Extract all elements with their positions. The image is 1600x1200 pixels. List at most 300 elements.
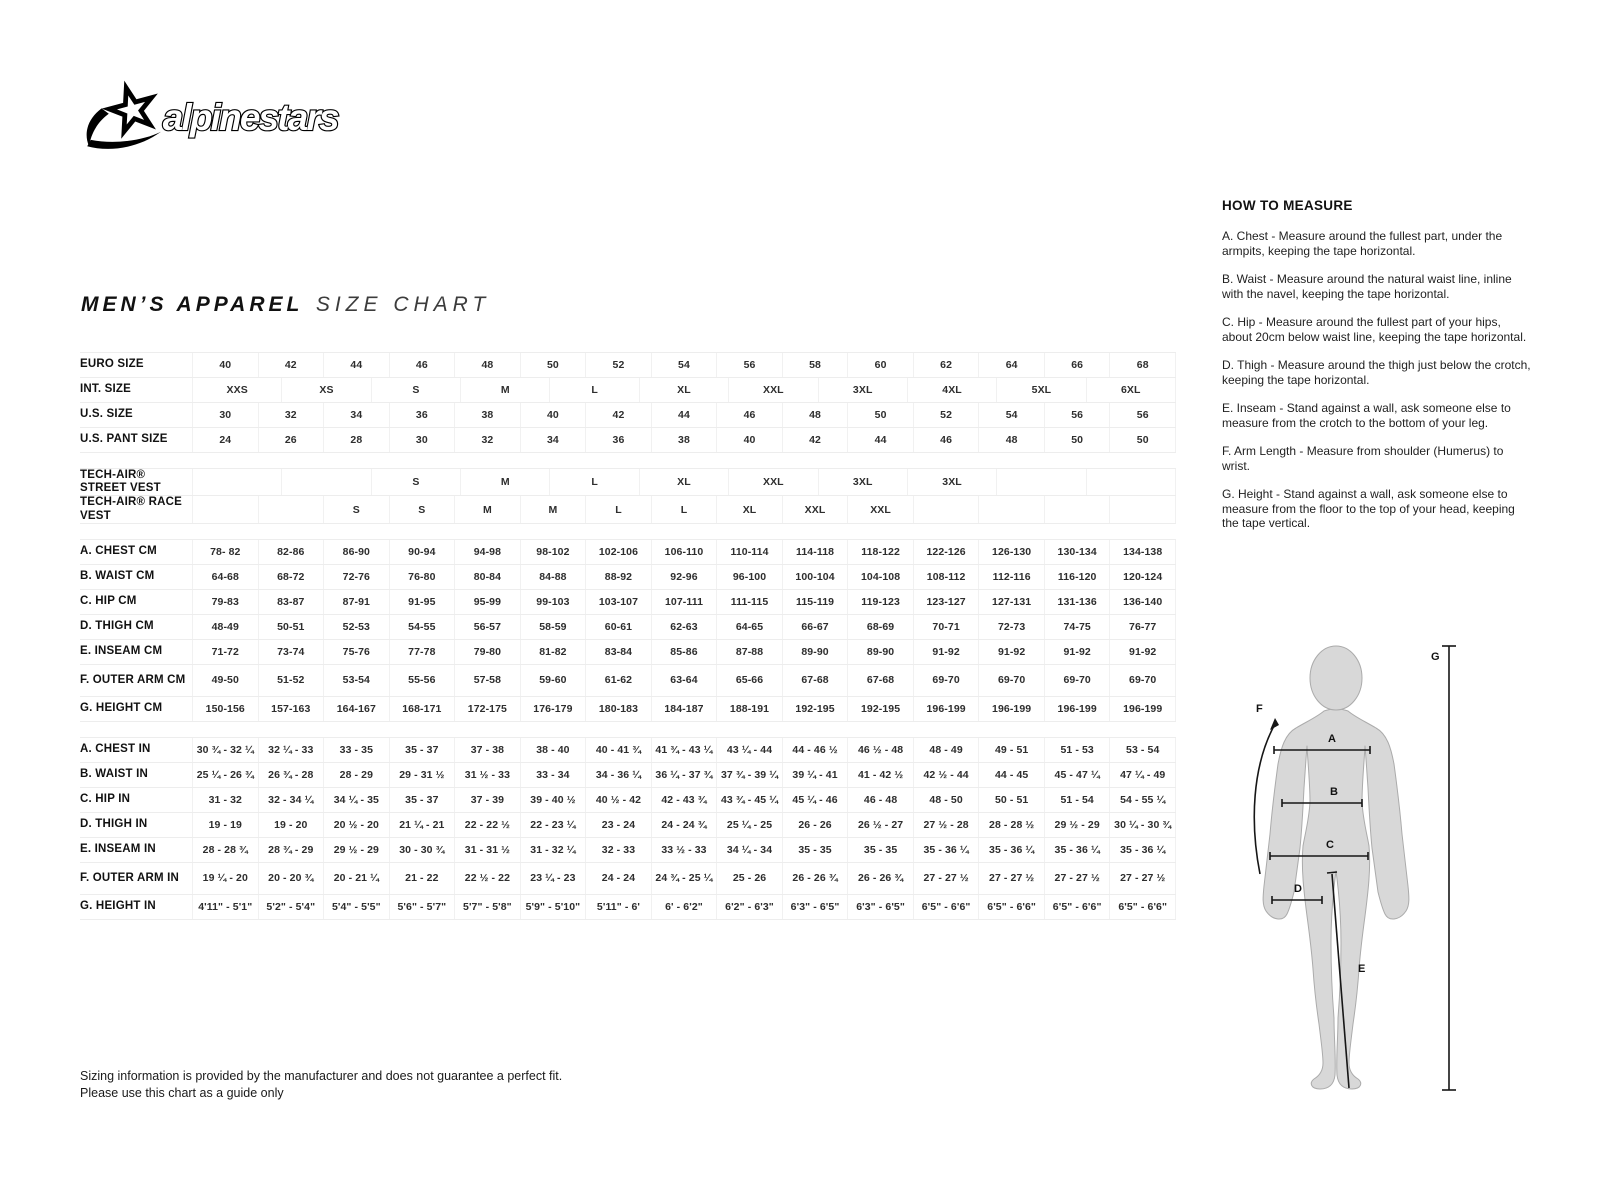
table-cell: 98-102 bbox=[520, 540, 586, 564]
table-cell: 44 bbox=[323, 353, 389, 377]
table-cell: 62-63 bbox=[651, 615, 717, 639]
table-cell: 172-175 bbox=[454, 697, 520, 721]
table-row bbox=[80, 697, 1176, 722]
table-cell bbox=[1109, 496, 1175, 522]
table-cell: 50 bbox=[1044, 428, 1110, 452]
table-cell: 28 bbox=[323, 428, 389, 452]
table-cell: 57-58 bbox=[454, 665, 520, 696]
row-label: B. WAIST CM bbox=[80, 570, 155, 583]
how-to-measure-heading: HOW TO MEASURE bbox=[1222, 198, 1353, 213]
row-label: A. CHEST CM bbox=[80, 545, 157, 558]
table-cell: 50 bbox=[847, 403, 913, 427]
table-cell: 5'7" - 5'8" bbox=[454, 895, 520, 919]
table-cell: 83-84 bbox=[585, 640, 651, 664]
table-cell: 48 bbox=[978, 428, 1044, 452]
table-cell: 134-138 bbox=[1109, 540, 1175, 564]
table-cell: 32 ¼ - 33 bbox=[258, 738, 324, 762]
table-cell: 74-75 bbox=[1044, 615, 1110, 639]
table-cell: 42 bbox=[258, 353, 324, 377]
table-cell: 96-100 bbox=[716, 565, 782, 589]
table-cell: 27 - 27 ½ bbox=[1109, 863, 1175, 894]
table-cell: 196-199 bbox=[978, 697, 1044, 721]
row-values bbox=[192, 863, 1176, 894]
table-cell: 35 - 36 ¼ bbox=[1109, 838, 1175, 862]
table-row bbox=[80, 615, 1176, 640]
table-cell: 65-66 bbox=[716, 665, 782, 696]
table-cell: 123-127 bbox=[913, 590, 979, 614]
table-cell: 35 - 37 bbox=[389, 788, 455, 812]
measure-paragraph: A. Chest - Measure around the fullest part, under the armpits, keeping the tape horizontal. bbox=[1222, 229, 1503, 258]
table-cell: 39 ¼ - 41 bbox=[782, 763, 848, 787]
table-cell: 37 - 38 bbox=[454, 738, 520, 762]
table-cell: 70-71 bbox=[913, 615, 979, 639]
table-row bbox=[80, 352, 1176, 378]
table-cell: 192-195 bbox=[782, 697, 848, 721]
table-cell: 6' - 6'2" bbox=[651, 895, 717, 919]
table-cell: 30 - 30 ¾ bbox=[389, 838, 455, 862]
table-row bbox=[80, 665, 1176, 697]
row-values bbox=[192, 838, 1176, 862]
table-cell: 20 - 21 ¼ bbox=[323, 863, 389, 894]
table-cell: 52-53 bbox=[323, 615, 389, 639]
table-row bbox=[80, 496, 1176, 523]
table-cell: 46 - 48 bbox=[847, 788, 913, 812]
table-cell: 122-126 bbox=[913, 540, 979, 564]
table-cell: 196-199 bbox=[1109, 697, 1175, 721]
row-values bbox=[192, 738, 1176, 762]
table-cell: 86-90 bbox=[323, 540, 389, 564]
row-label: E. INSEAM IN bbox=[80, 843, 156, 856]
table-cell bbox=[281, 469, 370, 495]
table-cell: 21 - 22 bbox=[389, 863, 455, 894]
table-cell: 50 bbox=[1109, 428, 1175, 452]
row-label: D. THIGH IN bbox=[80, 818, 148, 831]
table-cell: 40 bbox=[716, 428, 782, 452]
table-cell: 36 bbox=[585, 428, 651, 452]
table-cell: 39 - 40 ½ bbox=[520, 788, 586, 812]
table-cell: 69-70 bbox=[1109, 665, 1175, 696]
table-cell: XXL bbox=[782, 496, 848, 522]
row-label: B. WAIST IN bbox=[80, 768, 149, 781]
table-cell: 28 - 29 bbox=[323, 763, 389, 787]
label-thigh: D bbox=[1294, 883, 1302, 895]
disclaimer-line-1: Sizing information is provided by the manufacturer and does not guarantee a perfect fit. bbox=[80, 1069, 563, 1083]
table-cell: 95-99 bbox=[454, 590, 520, 614]
table-cell: 28 - 28 ¾ bbox=[202, 843, 248, 856]
table-cell: 5'6" - 5'7" bbox=[389, 895, 455, 919]
table-row bbox=[80, 737, 1176, 763]
table-cell: 19 ¼ - 20 bbox=[202, 872, 248, 885]
table-cell: 35 - 36 ¼ bbox=[1044, 838, 1110, 862]
table-cell: 51 - 54 bbox=[1044, 788, 1110, 812]
table-cell: 31 - 32 ¼ bbox=[520, 838, 586, 862]
table-cell: 64 bbox=[978, 353, 1044, 377]
table-cell: 31 - 31 ½ bbox=[454, 838, 520, 862]
table-cell bbox=[1086, 469, 1175, 495]
table-cell: 43 ¾ - 45 ¼ bbox=[716, 788, 782, 812]
row-label: U.S. SIZE bbox=[80, 408, 133, 421]
table-cell: 29 ½ - 29 bbox=[323, 838, 389, 862]
table-cell: 19 - 20 bbox=[258, 813, 324, 837]
alpinestars-logo bbox=[80, 64, 350, 160]
table-cell: 91-92 bbox=[978, 640, 1044, 664]
table-cell: L bbox=[651, 496, 717, 522]
row-label: C. HIP CM bbox=[80, 595, 137, 608]
row-label: INT. SIZE bbox=[80, 383, 132, 396]
table-cell: XXL bbox=[728, 378, 817, 402]
table-cell: 76-80 bbox=[389, 565, 455, 589]
table-cell: 38 bbox=[651, 428, 717, 452]
table-cell: 46 ½ - 48 bbox=[847, 738, 913, 762]
table-cell: S bbox=[389, 496, 455, 522]
table-cell: 54-55 bbox=[389, 615, 455, 639]
table-cell: 46 bbox=[913, 428, 979, 452]
table-cell: 30 ¼ - 30 ¾ bbox=[1109, 813, 1175, 837]
table-cell: 36 ¼ - 37 ¾ bbox=[651, 763, 717, 787]
table-cell: 53 - 54 bbox=[1109, 738, 1175, 762]
table-cell: 87-88 bbox=[716, 640, 782, 664]
table-cell: 67-68 bbox=[782, 665, 848, 696]
table-cell: 23 ¼ - 23 bbox=[520, 863, 586, 894]
table-cell: XXL bbox=[728, 469, 817, 495]
table-cell: 34 - 36 ¼ bbox=[585, 763, 651, 787]
label-arm-length: F bbox=[1256, 703, 1263, 715]
table-cell: 24 bbox=[219, 434, 232, 446]
table-cell: 91-92 bbox=[913, 640, 979, 664]
table-cell: 130-134 bbox=[1044, 540, 1110, 564]
table-cell: 73-74 bbox=[258, 640, 324, 664]
table-cell: 42 - 43 ¾ bbox=[651, 788, 717, 812]
table-cell: XL bbox=[639, 469, 728, 495]
table-cell: 33 - 34 bbox=[520, 763, 586, 787]
table-cell: 37 ¾ - 39 ¼ bbox=[716, 763, 782, 787]
table-row bbox=[80, 428, 1176, 453]
table-cell: 26 ½ - 27 bbox=[847, 813, 913, 837]
table-cell: 3XL bbox=[818, 378, 907, 402]
table-cell: 3XL bbox=[907, 469, 996, 495]
table-row bbox=[80, 539, 1176, 565]
table-cell: 35 - 37 bbox=[389, 738, 455, 762]
table-cell: 27 - 27 ½ bbox=[913, 863, 979, 894]
table-cell: 38 - 40 bbox=[520, 738, 586, 762]
table-cell: 120-124 bbox=[1109, 565, 1175, 589]
table-cell: 54 bbox=[651, 353, 717, 377]
table-cell: 5XL bbox=[996, 378, 1085, 402]
table-cell: 34 ¼ - 34 bbox=[716, 838, 782, 862]
table-cell: 118-122 bbox=[847, 540, 913, 564]
table-cell: 108-112 bbox=[913, 565, 979, 589]
table-cell: 83-87 bbox=[258, 590, 324, 614]
table-cell: 27 - 27 ½ bbox=[978, 863, 1044, 894]
table-cell: 42 bbox=[585, 403, 651, 427]
table-cell: 35 - 35 bbox=[782, 838, 848, 862]
table-cell: 3XL bbox=[818, 469, 907, 495]
row-values bbox=[192, 565, 1176, 589]
table-row bbox=[80, 403, 1176, 428]
table-cell: S bbox=[323, 496, 389, 522]
row-values bbox=[192, 428, 1176, 452]
row-values bbox=[192, 895, 1176, 919]
label-height: G bbox=[1431, 651, 1440, 663]
row-values bbox=[192, 640, 1176, 664]
table-cell: 51-52 bbox=[258, 665, 324, 696]
table-cell: 28 ¾ - 29 bbox=[258, 838, 324, 862]
table-cell: 26 - 26 ¾ bbox=[782, 863, 848, 894]
table-cell: 19 - 19 bbox=[208, 818, 242, 831]
table-cell: S bbox=[371, 469, 460, 495]
row-values bbox=[192, 496, 1176, 522]
table-cell: 56-57 bbox=[454, 615, 520, 639]
table-cell: 75-76 bbox=[323, 640, 389, 664]
table-cell: 20 ½ - 20 bbox=[323, 813, 389, 837]
table-cell: 26 - 26 ¾ bbox=[847, 863, 913, 894]
table-cell: 5'2" - 5'4" bbox=[258, 895, 324, 919]
table-cell: 25 ¼ - 25 bbox=[716, 813, 782, 837]
row-values bbox=[192, 813, 1176, 837]
row-values bbox=[192, 615, 1176, 639]
table-cell: 60 bbox=[847, 353, 913, 377]
page-title-bold: MEN’S APPAREL bbox=[81, 293, 304, 316]
page-title-light: SIZE CHART bbox=[315, 293, 491, 316]
table-cell: 4'11" - 5'1" bbox=[198, 900, 253, 913]
label-chest: A bbox=[1328, 733, 1336, 745]
table-cell: 115-119 bbox=[782, 590, 848, 614]
label-inseam: E bbox=[1358, 963, 1366, 975]
table-cell: 26 bbox=[258, 428, 324, 452]
table-cell: 31 - 32 bbox=[208, 793, 242, 806]
table-cell: 34 bbox=[323, 403, 389, 427]
table-cell: 40 bbox=[219, 359, 232, 371]
table-cell: 50-51 bbox=[258, 615, 324, 639]
table-cell: 40 ½ - 42 bbox=[585, 788, 651, 812]
table-row bbox=[80, 813, 1176, 838]
table-cell: 26 - 26 bbox=[782, 813, 848, 837]
table-cell: 54 - 55 ¼ bbox=[1109, 788, 1175, 812]
table-cell: 56 bbox=[1109, 403, 1175, 427]
measure-paragraph: C. Hip - Measure around the fullest part of your hips, about 20cm below waist line, keeping the tape horizontal. bbox=[1222, 315, 1527, 344]
table-cell: 56 bbox=[1044, 403, 1110, 427]
table-cell: 188-191 bbox=[716, 697, 782, 721]
table-cell: 48 - 50 bbox=[913, 788, 979, 812]
table-cell: 88-92 bbox=[585, 565, 651, 589]
table-cell: 6XL bbox=[1086, 378, 1175, 402]
row-label: A. CHEST IN bbox=[80, 743, 151, 756]
table-cell: 127-131 bbox=[978, 590, 1044, 614]
table-cell: 32 bbox=[258, 403, 324, 427]
table-cell: 55-56 bbox=[389, 665, 455, 696]
table-cell: 68-69 bbox=[847, 615, 913, 639]
label-hip: C bbox=[1326, 839, 1334, 851]
table-cell: 79-80 bbox=[454, 640, 520, 664]
table-cell: 61-62 bbox=[585, 665, 651, 696]
table-cell: 6'5" - 6'6" bbox=[1109, 895, 1175, 919]
table-cell: 72-76 bbox=[323, 565, 389, 589]
table-row bbox=[80, 863, 1176, 895]
table-cell: 72-73 bbox=[978, 615, 1044, 639]
table-row bbox=[80, 590, 1176, 615]
row-values bbox=[192, 788, 1176, 812]
table-cell: 94-98 bbox=[454, 540, 520, 564]
table-cell: 40 bbox=[520, 403, 586, 427]
table-cell: 89-90 bbox=[782, 640, 848, 664]
table-cell: L bbox=[549, 378, 638, 402]
table-cell bbox=[258, 496, 324, 522]
table-cell: 77-78 bbox=[389, 640, 455, 664]
table-cell: 33 - 35 bbox=[323, 738, 389, 762]
row-values bbox=[192, 763, 1176, 787]
table-cell: 26 ¾ - 28 bbox=[258, 763, 324, 787]
table-cell: 103-107 bbox=[585, 590, 651, 614]
table-cell: 24 ¾ - 25 ¼ bbox=[651, 863, 717, 894]
table-cell: 6'5" - 6'6" bbox=[978, 895, 1044, 919]
table-cell: 79-83 bbox=[211, 595, 239, 608]
table-cell bbox=[996, 469, 1085, 495]
table-cell: 34 bbox=[520, 428, 586, 452]
table-cell: 107-111 bbox=[651, 590, 717, 614]
table-cell: 42 ½ - 44 bbox=[913, 763, 979, 787]
table-cell: 31 ½ - 33 bbox=[454, 763, 520, 787]
table-cell: M bbox=[460, 378, 549, 402]
table-cell: 5'9" - 5'10" bbox=[520, 895, 586, 919]
table-cell: 52 bbox=[913, 403, 979, 427]
table-cell: 20 - 20 ¾ bbox=[258, 863, 324, 894]
row-values bbox=[192, 378, 1176, 402]
table-cell: 92-96 bbox=[651, 565, 717, 589]
table-cell: 35 - 36 ¼ bbox=[978, 838, 1044, 862]
table-cell: 44 - 45 bbox=[978, 763, 1044, 787]
table-cell: 44 bbox=[847, 428, 913, 452]
table-cell: M bbox=[460, 469, 549, 495]
table-cell: 196-199 bbox=[913, 697, 979, 721]
table-row bbox=[80, 895, 1176, 920]
table-cell bbox=[978, 496, 1044, 522]
table-cell: XL bbox=[639, 378, 728, 402]
table-cell: 41 ¾ - 43 ¼ bbox=[651, 738, 717, 762]
table-cell: 30 bbox=[389, 428, 455, 452]
measure-paragraph: E. Inseam - Stand against a wall, ask someone else to measure from the crotch to the bottom of your leg. bbox=[1222, 401, 1511, 430]
table-cell: 67-68 bbox=[847, 665, 913, 696]
table-cell: 66-67 bbox=[782, 615, 848, 639]
table-cell: 40 - 41 ¾ bbox=[585, 738, 651, 762]
row-label: G. HEIGHT CM bbox=[80, 702, 163, 715]
table-row bbox=[80, 640, 1176, 665]
table-cell: 176-179 bbox=[520, 697, 586, 721]
table-cell: 5'4" - 5'5" bbox=[323, 895, 389, 919]
body-diagram bbox=[1248, 638, 1478, 1108]
table-cell: 90-94 bbox=[389, 540, 455, 564]
table-cell: XXS bbox=[226, 384, 248, 396]
table-cell: 22 - 23 ¼ bbox=[520, 813, 586, 837]
row-values bbox=[192, 403, 1176, 427]
table-cell bbox=[193, 496, 258, 522]
table-cell: 58-59 bbox=[520, 615, 586, 639]
table-cell: XXL bbox=[847, 496, 913, 522]
table-cell: 50 - 51 bbox=[978, 788, 1044, 812]
table-cell bbox=[913, 496, 979, 522]
table-cell: XS bbox=[281, 378, 370, 402]
table-cell: 78- 82 bbox=[210, 545, 241, 558]
table-cell: 69-70 bbox=[1044, 665, 1110, 696]
row-label: C. HIP IN bbox=[80, 793, 131, 806]
table-cell: M bbox=[454, 496, 520, 522]
table-cell: 48 bbox=[454, 353, 520, 377]
table-cell: 164-167 bbox=[323, 697, 389, 721]
table-cell: 157-163 bbox=[258, 697, 324, 721]
table-cell: 60-61 bbox=[585, 615, 651, 639]
height-measure-line bbox=[1442, 646, 1456, 1090]
table-cell: 54 bbox=[978, 403, 1044, 427]
table-cell: 104-108 bbox=[847, 565, 913, 589]
table-cell bbox=[1044, 496, 1110, 522]
table-cell: 68-72 bbox=[258, 565, 324, 589]
table-cell: 48 - 49 bbox=[913, 738, 979, 762]
table-cell: 192-195 bbox=[847, 697, 913, 721]
table-cell: 28 - 28 ½ bbox=[978, 813, 1044, 837]
disclaimer-line-2: Please use this chart as a guide only bbox=[80, 1086, 284, 1100]
table-cell: 150-156 bbox=[205, 702, 245, 715]
table-cell: 76-77 bbox=[1109, 615, 1175, 639]
row-values bbox=[192, 665, 1176, 696]
table-cell: 110-114 bbox=[716, 540, 782, 564]
table-row bbox=[80, 763, 1176, 788]
table-cell: 44 - 46 ½ bbox=[782, 738, 848, 762]
table-cell: 81-82 bbox=[520, 640, 586, 664]
table-cell: 27 - 27 ½ bbox=[1044, 863, 1110, 894]
table-cell: 35 - 36 ¼ bbox=[913, 838, 979, 862]
table-cell: 112-116 bbox=[978, 565, 1044, 589]
table-cell: 119-123 bbox=[847, 590, 913, 614]
disclaimer bbox=[80, 1068, 562, 1102]
body-silhouette-icon bbox=[1263, 646, 1409, 1089]
table-cell: 21 ¼ - 21 bbox=[389, 813, 455, 837]
table-cell: M bbox=[520, 496, 586, 522]
size-table bbox=[80, 352, 1176, 920]
table-cell: 42 bbox=[782, 428, 848, 452]
table-cell: 6'5" - 6'6" bbox=[1044, 895, 1110, 919]
table-cell: 22 - 22 ½ bbox=[454, 813, 520, 837]
row-label: EURO SIZE bbox=[80, 358, 144, 371]
row-label: TECH-AIR® STREET VEST bbox=[80, 469, 161, 495]
table-cell: 52 bbox=[585, 353, 651, 377]
table-cell: 23 - 24 bbox=[585, 813, 651, 837]
table-cell: 59-60 bbox=[520, 665, 586, 696]
table-cell: 136-140 bbox=[1109, 590, 1175, 614]
table-cell: 51 - 53 bbox=[1044, 738, 1110, 762]
table-cell: 84-88 bbox=[520, 565, 586, 589]
table-cell: 168-171 bbox=[389, 697, 455, 721]
measure-paragraphs bbox=[1222, 229, 1532, 531]
row-label: D. THIGH CM bbox=[80, 620, 154, 633]
table-cell: 87-91 bbox=[323, 590, 389, 614]
table-cell: 63-64 bbox=[651, 665, 717, 696]
table-cell: 25 - 26 bbox=[716, 863, 782, 894]
table-cell: 46 bbox=[716, 403, 782, 427]
table-cell: 99-103 bbox=[520, 590, 586, 614]
table-row bbox=[80, 838, 1176, 863]
table-cell: 4XL bbox=[907, 378, 996, 402]
table-row bbox=[80, 565, 1176, 590]
table-cell: 48-49 bbox=[211, 620, 239, 633]
row-label: F. OUTER ARM CM bbox=[80, 673, 186, 686]
row-values bbox=[192, 540, 1176, 564]
table-cell: S bbox=[371, 378, 460, 402]
table-cell: 45 - 47 ¼ bbox=[1044, 763, 1110, 787]
table-cell: 62 bbox=[913, 353, 979, 377]
table-cell: 38 bbox=[454, 403, 520, 427]
table-cell: 69-70 bbox=[978, 665, 1044, 696]
table-cell: 71-72 bbox=[211, 645, 239, 658]
measure-paragraph: G. Height - Stand against a wall, ask someone else to measure from the floor to the top of your head, keeping the tape vertical. bbox=[1222, 487, 1515, 530]
